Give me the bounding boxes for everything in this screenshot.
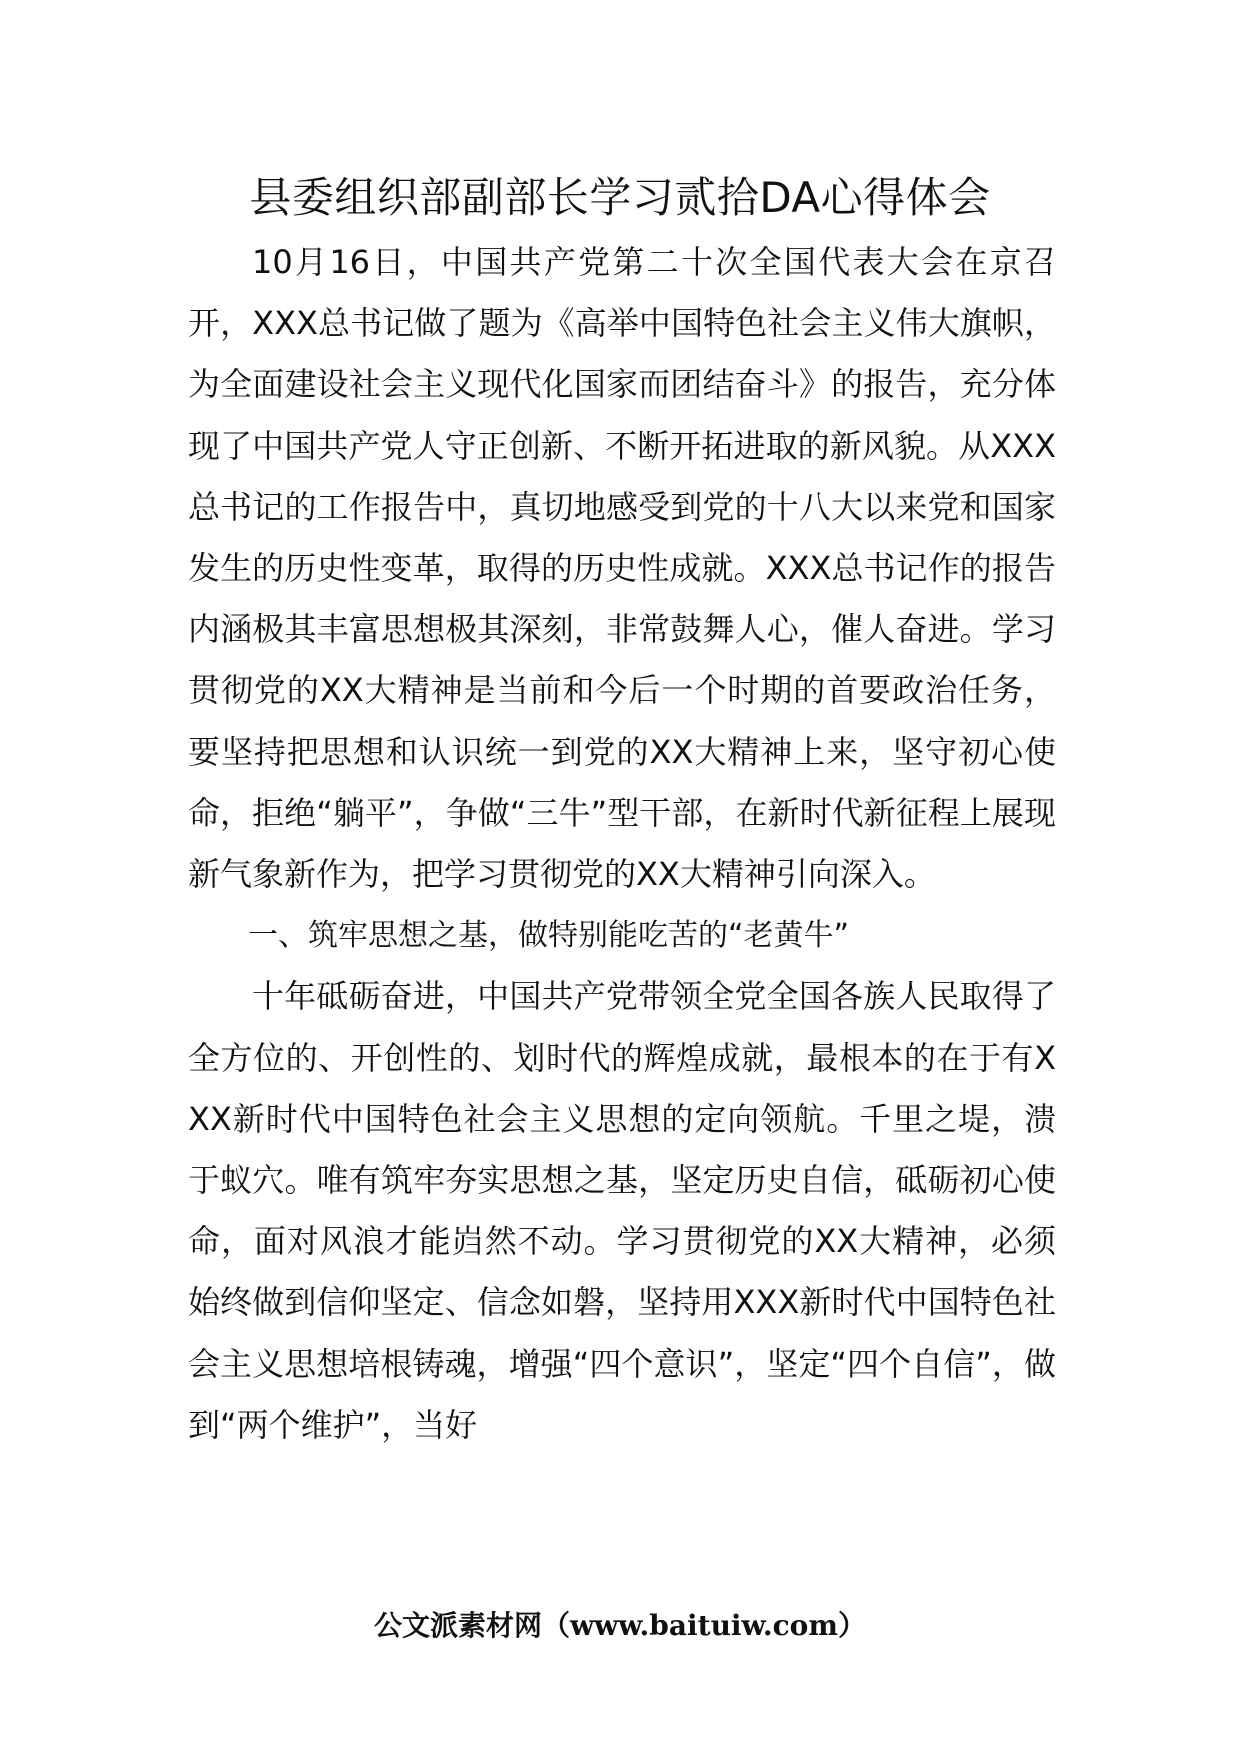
watermark-footer: 公文派素材网（www.baituiw.com） [374,1609,866,1642]
document-body [188,232,1056,1456]
body-paragraph: 十年砥砺奋进，中国共产党带领全党全国各族人民取得了全方位的、开创性的、划时代的辉煌成就，最根本的在于有XXX新时代中国特色社会主义思想的定向领航。千里之堤，溃于蚁穴。唯有筑牢夯实思想之基，坚定历史自信，砥砺初心使命，面对风浪才能岿然不动。学习贯彻党的XX大精神，必须始终做到信仰坚定、信念如磐，坚持用XXX新时代中国特色社会主义思想培根铸魂，增强“四个意识”，坚定“四个自信”，做到“两个维护”，当好 [188,977,1056,1444]
document-title: 县委组织部副部长学习贰拾DA心得体会 [249,173,991,222]
body-paragraph: 10月16日，中国共产党第二十次全国代表大会在京召开，XXX总书记做了题为《高举中国特色社会主义伟大旗帜，为全面建设社会主义现代化国家而团结奋斗》的报告，充分体现了中国共产党人守正创新、不断开拓进取的新风貌。从XXX总书记的工作报告中，真切地感受到党的十八大以来党和国家发生的历史性变革，取得的历史性成就。XXX总书记作的报告内涵极其丰富思想极其深刻，非常鼓舞人心，催人奋进。学习贯彻党的XX大精神是当前和今后一个时期的首要政治任务，要坚持把思想和认识统一到党的XX大精神上来，坚守初心使命，拒绝“躺平”，争做“三牛”型干部，在新时代新征程上展现新气象新作为，把学习贯彻党的XX大精神引向深入。 [188,243,1056,894]
section-heading: 一、筑牢思想之基，做特别能吃苦的“老黄牛” [248,918,850,954]
